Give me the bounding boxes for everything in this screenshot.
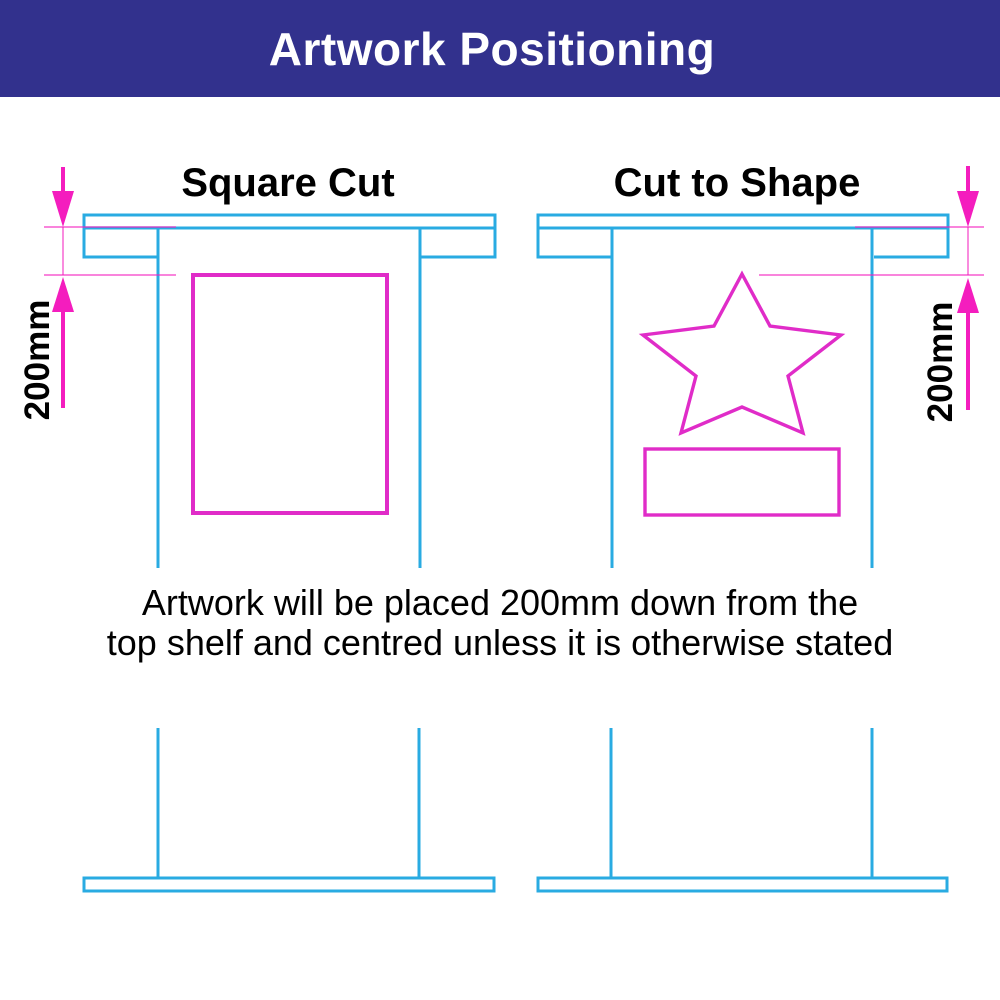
placement-note <box>0 583 1000 663</box>
cut-to-shape-title: Cut to Shape <box>613 161 861 205</box>
square-cut-title: Square Cut <box>181 161 395 205</box>
dimension-label-left: 200mm <box>18 299 57 421</box>
page-title: Artwork Positioning <box>268 22 716 75</box>
placement-note-line2: top shelf and centred unless it is otherwise stated <box>106 622 894 663</box>
base-bar <box>538 878 947 891</box>
plinth-rectangle <box>645 449 839 515</box>
placement-note-line1: Artwork will be placed 200mm down from the <box>141 582 859 623</box>
star-shape <box>643 274 841 433</box>
shelf-left-flange <box>84 228 157 257</box>
shelf-right-flange <box>874 228 948 257</box>
base-left-diagram <box>84 728 494 891</box>
shelf-right-flange <box>421 228 495 257</box>
artwork-rectangle <box>193 275 387 513</box>
shelf-top-bar <box>84 215 495 228</box>
dimension-label-right: 200mm <box>921 301 960 423</box>
base-bar <box>84 878 494 891</box>
shelf-top-bar <box>538 215 948 228</box>
shelf-left-flange <box>538 228 611 257</box>
square-cut-diagram <box>44 167 495 568</box>
cut-to-shape-diagram <box>538 166 984 568</box>
base-right-diagram <box>538 728 947 891</box>
